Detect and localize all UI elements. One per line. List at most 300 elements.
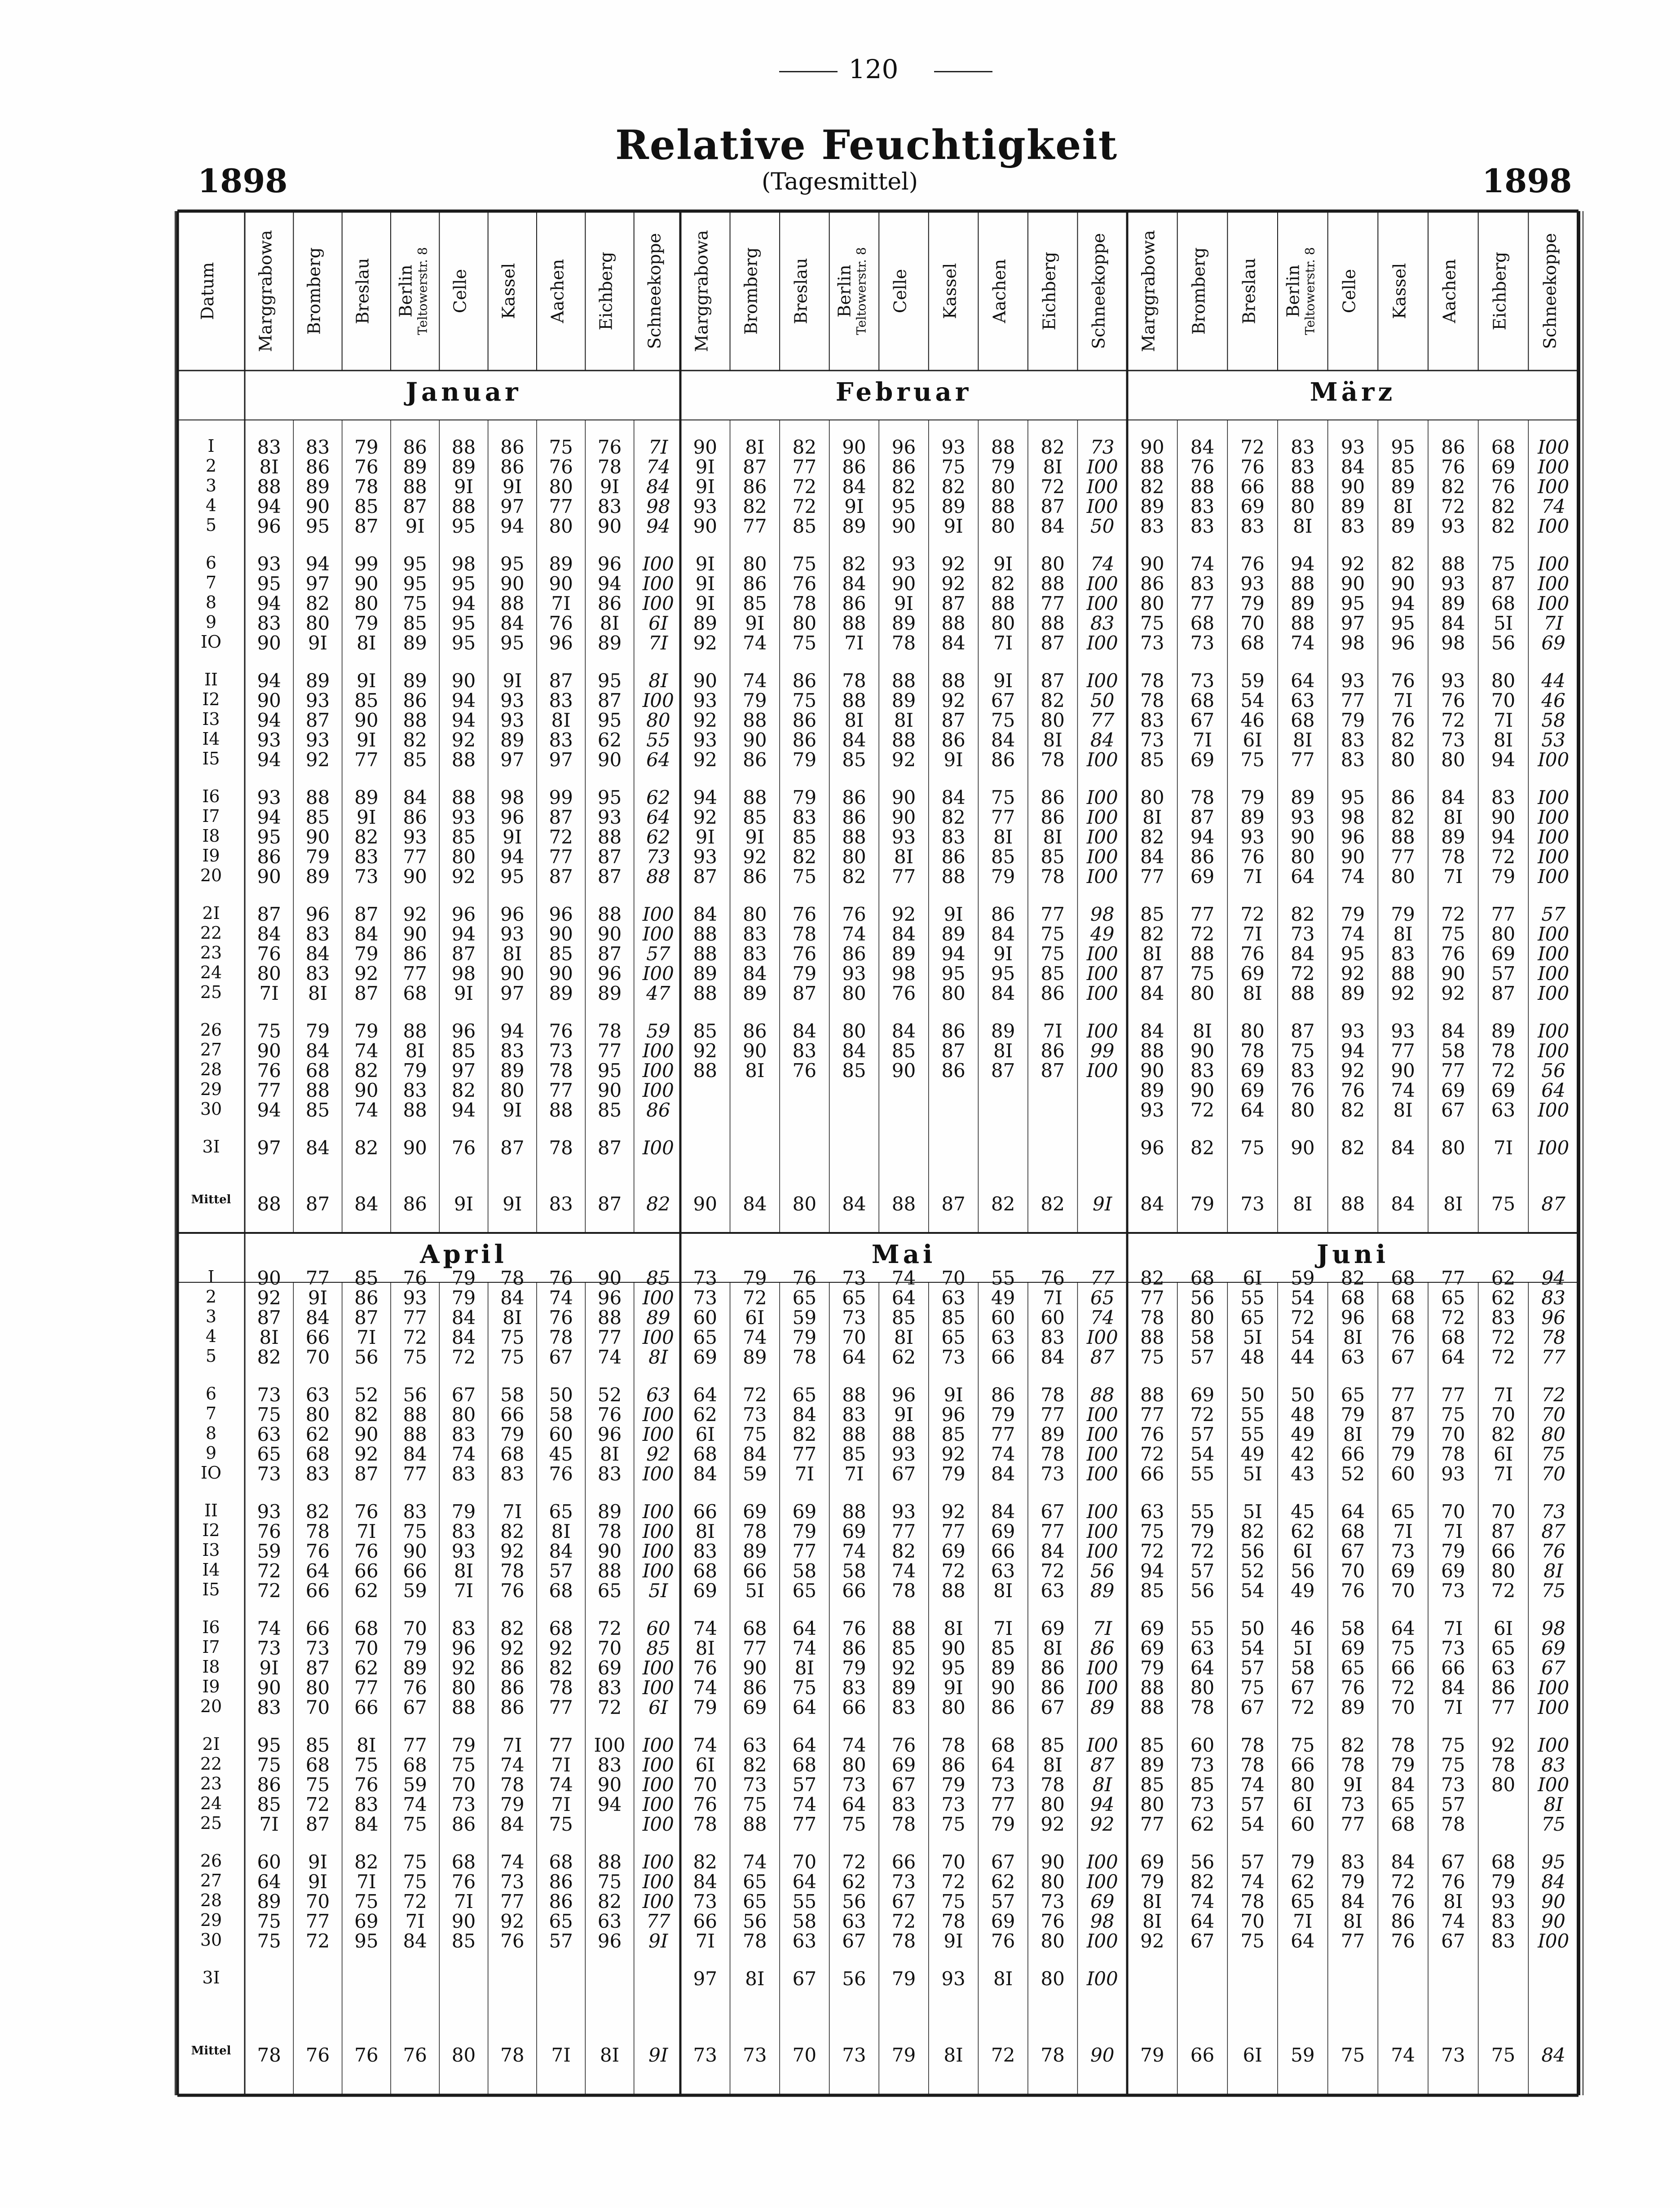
table-cell: 9I xyxy=(944,1384,963,1406)
table-cell: 84 xyxy=(1041,1346,1065,1368)
mittel-value: 75 xyxy=(1340,2044,1365,2066)
table-cell: 64 xyxy=(891,1287,916,1309)
table-cell: 66 xyxy=(500,1404,525,1426)
table-cell: 78 xyxy=(1041,1384,1065,1406)
table-cell: 69 xyxy=(1541,1637,1565,1659)
table-cell: 86 xyxy=(354,1287,379,1309)
table-cell: 79 xyxy=(792,749,817,771)
table-cell: 95 xyxy=(1340,786,1365,808)
table-cell: I00 xyxy=(594,1734,626,1756)
table-cell: 69 xyxy=(1090,1890,1115,1912)
table-cell: 80 xyxy=(1041,1793,1065,1815)
table-cell: 90 xyxy=(451,670,476,692)
table-cell: 74 xyxy=(1190,553,1215,575)
table-cell: 63 xyxy=(1041,1580,1065,1602)
table-cell: I00 xyxy=(1538,436,1570,458)
table-cell: 95 xyxy=(991,963,1015,985)
table-cell: 77 xyxy=(549,1734,573,1756)
table-cell: 93 xyxy=(941,436,966,458)
mittel-value: 78 xyxy=(257,2044,281,2066)
table-cell: 85 xyxy=(743,592,767,614)
table-cell: 82 xyxy=(1391,729,1415,751)
table-cell: 90 xyxy=(1441,963,1465,985)
day-label: 26 xyxy=(200,1851,222,1871)
table-cell: 7I xyxy=(1543,612,1563,634)
table-cell: 76 xyxy=(891,982,916,1004)
table-cell: 83 xyxy=(1090,612,1115,634)
table-cell: 43 xyxy=(1291,1463,1315,1485)
table-cell: 72 xyxy=(1441,495,1465,517)
table-cell: 82 xyxy=(1140,476,1164,498)
table-cell: 78 xyxy=(1041,1443,1065,1465)
table-cell: 78 xyxy=(941,1734,966,1756)
table-cell: 90 xyxy=(403,1540,427,1562)
table-cell: 8I xyxy=(551,709,571,731)
table-cell: 95 xyxy=(597,709,622,731)
table-cell: 80 xyxy=(1291,495,1315,517)
table-cell: 64 xyxy=(1190,1910,1215,1932)
table-cell: 88 xyxy=(941,1580,966,1602)
station-name: Breslau xyxy=(1239,257,1259,324)
table-cell: 90 xyxy=(403,1137,427,1159)
table-cell: 78 xyxy=(792,923,817,945)
table-cell: 86 xyxy=(842,1637,866,1659)
table-cell: 96 xyxy=(451,903,476,925)
table-cell: 79 xyxy=(354,1020,379,1042)
table-cell: 76 xyxy=(1391,1326,1415,1348)
table-cell: 75 xyxy=(354,1890,379,1912)
table-cell: 79 xyxy=(1190,1520,1215,1542)
table-cell: 8I xyxy=(1293,729,1313,751)
table-cell: 92 xyxy=(693,806,717,828)
station-name: Schneekoppe xyxy=(1089,233,1109,349)
table-cell: 93 xyxy=(891,1501,916,1523)
table-cell: 57 xyxy=(1240,1657,1265,1679)
table-cell: 84 xyxy=(305,1307,330,1329)
table-cell: 90 xyxy=(597,749,622,771)
table-cell: 75 xyxy=(1441,1754,1465,1776)
table-cell: 76 xyxy=(1441,943,1465,965)
table-cell: 8I xyxy=(600,1443,620,1465)
table-cell: 84 xyxy=(1391,1137,1415,1159)
table-cell: 86 xyxy=(1041,786,1065,808)
table-cell: 59 xyxy=(1291,1267,1315,1289)
table-cell: 92 xyxy=(1491,1734,1516,1756)
table-cell: 75 xyxy=(403,1851,427,1873)
month-name: Januar xyxy=(406,377,522,407)
table-cell: 66 xyxy=(693,1501,717,1523)
table-cell: 93 xyxy=(451,806,476,828)
table-cell: 68 xyxy=(792,1754,817,1776)
table-cell: 76 xyxy=(1340,1079,1365,1101)
table-cell: I00 xyxy=(642,1520,674,1542)
table-cell: 70 xyxy=(403,1617,427,1639)
table-cell: 86 xyxy=(1391,1910,1415,1932)
table-cell: 89 xyxy=(500,1060,525,1082)
table-cell: 72 xyxy=(1491,1326,1516,1348)
table-cell: 9I xyxy=(993,553,1013,575)
table-cell: 56 xyxy=(743,1910,767,1932)
table-cell: 7I xyxy=(357,1871,376,1893)
table-cell: 70 xyxy=(1240,1910,1265,1932)
table-cell: 93 xyxy=(1340,670,1365,692)
table-cell: 76 xyxy=(451,1871,476,1893)
table-cell: 77 xyxy=(991,1793,1015,1815)
table-cell: 78 xyxy=(500,1774,525,1796)
table-cell: 89 xyxy=(941,923,966,945)
table-cell: 55 xyxy=(1190,1501,1215,1523)
table-cell: 96 xyxy=(549,632,573,654)
table-cell: I00 xyxy=(1538,592,1570,614)
table-cell: I00 xyxy=(1538,456,1570,478)
table-cell: 87 xyxy=(500,1137,525,1159)
table-cell: 75 xyxy=(305,1774,330,1796)
table-cell: 89 xyxy=(403,1657,427,1679)
day-label: I2 xyxy=(202,1520,220,1540)
table-cell: 9I xyxy=(695,573,715,595)
table-cell: 78 xyxy=(1140,689,1164,711)
station-header xyxy=(256,216,282,366)
table-cell: 84 xyxy=(991,923,1015,945)
table-cell: 87 xyxy=(597,689,622,711)
table-cell: 92 xyxy=(941,689,966,711)
table-cell: 69 xyxy=(743,1501,767,1523)
table-cell: I00 xyxy=(1538,1734,1570,1756)
table-cell: 84 xyxy=(991,1501,1015,1523)
table-cell: 7I xyxy=(695,1930,715,1952)
table-cell: 80 xyxy=(1291,1774,1315,1796)
table-cell: 83 xyxy=(1491,1930,1516,1952)
table-cell: 77 xyxy=(549,495,573,517)
table-cell: 42 xyxy=(1291,1443,1315,1465)
table-cell: 84 xyxy=(1090,729,1115,751)
table-cell: 69 xyxy=(743,1696,767,1718)
table-cell: 76 xyxy=(549,1307,573,1329)
table-cell: 69 xyxy=(1391,1560,1415,1582)
table-cell: 84 xyxy=(842,573,866,595)
table-cell: 75 xyxy=(597,1871,622,1893)
table-cell: 57 xyxy=(1441,1793,1465,1815)
table-cell: 79 xyxy=(1140,1657,1164,1679)
table-cell: 75 xyxy=(451,1754,476,1776)
table-cell: 77 xyxy=(597,1040,622,1062)
table-cell: 74 xyxy=(354,1040,379,1062)
table-cell: 77 xyxy=(1340,1930,1365,1952)
table-cell: 88 xyxy=(1140,1677,1164,1699)
table-cell: 84 xyxy=(305,1137,330,1159)
table-cell: 85 xyxy=(597,1099,622,1121)
table-cell: 75 xyxy=(257,1020,281,1042)
table-cell: 96 xyxy=(500,903,525,925)
station-name: Bromberg xyxy=(304,247,324,335)
table-cell: 92 xyxy=(693,749,717,771)
table-cell: 98 xyxy=(1541,1617,1565,1639)
table-cell: 90 xyxy=(549,573,573,595)
table-cell: 83 xyxy=(941,826,966,848)
table-cell: 74 xyxy=(693,1677,717,1699)
table-cell: 83 xyxy=(257,1696,281,1718)
table-cell: 75 xyxy=(1240,749,1265,771)
station-header xyxy=(791,216,818,366)
station-header xyxy=(1340,216,1367,366)
table-cell: 85 xyxy=(991,1637,1015,1659)
table-cell: 84 xyxy=(403,786,427,808)
table-cell: I00 xyxy=(1086,592,1118,614)
table-cell: 7I xyxy=(1243,923,1262,945)
table-cell: 77 xyxy=(257,1079,281,1101)
table-cell: 73 xyxy=(646,846,670,868)
table-cell: 67 xyxy=(792,1968,817,1990)
table-cell: 9I xyxy=(648,1930,668,1952)
mittel-value: 88 xyxy=(891,1193,916,1215)
day-label: I8 xyxy=(202,1657,220,1677)
table-cell: 69 xyxy=(1190,1384,1215,1406)
table-cell: 89 xyxy=(1441,826,1465,848)
table-cell: 72 xyxy=(891,1910,916,1932)
table-cell: 83 xyxy=(743,923,767,945)
station-name: Berlin xyxy=(396,264,416,318)
table-cell: 57 xyxy=(991,1890,1015,1912)
table-cell: 8I xyxy=(1443,1890,1463,1912)
table-cell: 70 xyxy=(1240,612,1265,634)
table-cell: 7I xyxy=(454,1890,474,1912)
table-cell: 73 xyxy=(842,1307,866,1329)
table-cell: 96 xyxy=(941,1404,966,1426)
table-cell: 9I xyxy=(695,553,715,575)
table-cell: 93 xyxy=(842,963,866,985)
table-cell: 75 xyxy=(1140,612,1164,634)
month-name: April xyxy=(420,1240,507,1269)
table-cell: 72 xyxy=(1441,709,1465,731)
table-cell: 87 xyxy=(941,709,966,731)
table-cell: 8I xyxy=(259,1326,279,1348)
table-cell: 76 xyxy=(1041,1267,1065,1289)
month-name: Juni xyxy=(1316,1240,1389,1269)
table-cell: 83 xyxy=(1340,749,1365,771)
table-cell: 75 xyxy=(403,1520,427,1542)
table-cell: 76 xyxy=(842,1617,866,1639)
table-cell: 88 xyxy=(403,1423,427,1445)
table-cell: 96 xyxy=(451,1020,476,1042)
station-subname: Teltowerstr. 8 xyxy=(854,247,869,335)
table-cell: 85 xyxy=(1041,963,1065,985)
table-cell: 45 xyxy=(1291,1501,1315,1523)
table-cell: 9I xyxy=(993,670,1013,692)
table-cell: 76 xyxy=(792,903,817,925)
table-cell: 88 xyxy=(646,866,670,888)
table-cell: 82 xyxy=(941,806,966,828)
table-cell: 83 xyxy=(305,963,330,985)
table-cell: 7I xyxy=(1443,1696,1463,1718)
table-cell: 80 xyxy=(1041,709,1065,731)
day-label: I6 xyxy=(202,1617,220,1637)
table-cell: I00 xyxy=(1538,943,1570,965)
table-cell: 82 xyxy=(500,1617,525,1639)
table-cell: 89 xyxy=(1041,1423,1065,1445)
table-cell: I00 xyxy=(1086,1520,1118,1542)
table-cell: 95 xyxy=(1340,943,1365,965)
table-cell: 87 xyxy=(354,903,379,925)
table-cell: 92 xyxy=(1140,1930,1164,1952)
table-cell: 9I xyxy=(695,476,715,498)
table-cell: 69 xyxy=(991,1520,1015,1542)
mittel-value: 78 xyxy=(1041,2044,1065,2066)
table-cell: 93 xyxy=(1391,1020,1415,1042)
mittel-value: 72 xyxy=(991,2044,1015,2066)
table-cell: 77 xyxy=(1491,1696,1516,1718)
table-cell: 73 xyxy=(693,1267,717,1289)
table-cell: 82 xyxy=(305,592,330,614)
table-cell: 76 xyxy=(1441,689,1465,711)
table-cell: 49 xyxy=(1291,1423,1315,1445)
table-cell: 9I xyxy=(503,826,522,848)
table-cell: 89 xyxy=(743,1346,767,1368)
table-cell: 5I xyxy=(648,1580,668,1602)
table-cell: 85 xyxy=(354,495,379,517)
table-cell: 90 xyxy=(500,573,525,595)
table-cell: 9I xyxy=(503,1099,522,1121)
day-label: I9 xyxy=(202,1677,220,1696)
table-cell: 88 xyxy=(257,476,281,498)
table-cell: I00 xyxy=(1538,1020,1570,1042)
table-cell: 93 xyxy=(891,1443,916,1465)
table-cell: 53 xyxy=(1541,729,1565,751)
table-cell: 96 xyxy=(257,515,281,537)
table-cell: 93 xyxy=(891,826,916,848)
table-cell: 72 xyxy=(1240,903,1265,925)
table-cell: 67 xyxy=(403,1696,427,1718)
table-cell: 75 xyxy=(1190,963,1215,985)
table-cell: 66 xyxy=(1240,476,1265,498)
table-cell: 64 xyxy=(792,1871,817,1893)
table-cell: 88 xyxy=(842,1423,866,1445)
table-cell: 86 xyxy=(597,592,622,614)
table-cell: 84 xyxy=(842,1040,866,1062)
table-cell: 75 xyxy=(1041,923,1065,945)
table-cell: 74 xyxy=(842,923,866,945)
table-cell: 73 xyxy=(257,1384,281,1406)
table-cell: 8I xyxy=(1543,1793,1563,1815)
table-cell: 70 xyxy=(1491,1404,1516,1426)
table-cell: 82 xyxy=(1340,1267,1365,1289)
table-cell: 97 xyxy=(257,1137,281,1159)
table-cell: 49 xyxy=(1291,1580,1315,1602)
table-cell: 73 xyxy=(1441,1580,1465,1602)
station-name: Eichberg xyxy=(1039,252,1059,330)
mittel-value: 80 xyxy=(451,2044,476,2066)
table-cell: 90 xyxy=(549,923,573,945)
table-cell: 88 xyxy=(842,826,866,848)
table-cell: 80 xyxy=(1190,1677,1215,1699)
table-cell: 75 xyxy=(792,689,817,711)
table-cell: 74 xyxy=(646,456,670,478)
table-cell: 70 xyxy=(1491,689,1516,711)
table-cell: 9I xyxy=(259,1657,279,1679)
table-cell: 6I xyxy=(1493,1617,1513,1639)
table-cell: 78 xyxy=(549,1326,573,1348)
table-cell: 85 xyxy=(451,826,476,848)
table-cell: 76 xyxy=(1391,1930,1415,1952)
table-cell: 93 xyxy=(1240,826,1265,848)
table-cell: 77 xyxy=(1391,1384,1415,1406)
table-cell: 87 xyxy=(305,1813,330,1835)
mittel-value: 9I xyxy=(454,1193,474,1215)
table-cell: 90 xyxy=(403,923,427,945)
table-cell: I00 xyxy=(1538,1774,1570,1796)
table-cell: 63 xyxy=(743,1734,767,1756)
table-cell: 74 xyxy=(549,1287,573,1309)
table-cell: 56 xyxy=(1541,1060,1565,1082)
table-cell: 7I xyxy=(357,1520,376,1542)
table-cell: 78 xyxy=(1190,1696,1215,1718)
table-cell: 57 xyxy=(792,1774,817,1796)
table-cell: 82 xyxy=(891,1540,916,1562)
mittel-label: Mittel xyxy=(191,1193,231,1206)
mittel-value: 8I xyxy=(944,2044,963,2066)
table-cell: 79 xyxy=(941,1463,966,1485)
table-cell: 87 xyxy=(1491,1520,1516,1542)
table-cell: 63 xyxy=(991,1560,1015,1582)
day-label: 27 xyxy=(200,1040,222,1060)
table-cell: 93 xyxy=(500,923,525,945)
table-cell: I00 xyxy=(1086,670,1118,692)
station-header xyxy=(547,216,574,366)
table-cell: 44 xyxy=(1541,670,1565,692)
table-cell: 75 xyxy=(792,866,817,888)
table-cell: 8I xyxy=(1142,1890,1162,1912)
table-cell: 88 xyxy=(1140,1326,1164,1348)
table-cell: 88 xyxy=(403,1020,427,1042)
table-cell: 70 xyxy=(354,1637,379,1659)
mittel-value: 8I xyxy=(600,2044,620,2066)
table-cell: 69 xyxy=(1340,1637,1365,1659)
table-cell: 79 xyxy=(991,1813,1015,1835)
table-cell: 78 xyxy=(549,1060,573,1082)
station-header xyxy=(397,216,433,366)
table-cell: 86 xyxy=(1041,982,1065,1004)
table-cell: 88 xyxy=(842,1501,866,1523)
mittel-value: 9I xyxy=(1093,1193,1112,1215)
table-cell: 82 xyxy=(1190,1137,1215,1159)
table-cell: 88 xyxy=(549,1099,573,1121)
table-cell: 83 xyxy=(1541,1754,1565,1776)
table-cell: 59 xyxy=(743,1463,767,1485)
mittel-value: 76 xyxy=(403,2044,427,2066)
table-cell: 82 xyxy=(693,1851,717,1873)
table-cell: 78 xyxy=(891,632,916,654)
table-cell: 78 xyxy=(941,1910,966,1932)
table-cell: 94 xyxy=(451,709,476,731)
table-cell: 88 xyxy=(991,495,1015,517)
table-cell: 88 xyxy=(743,709,767,731)
table-cell: 82 xyxy=(792,846,817,868)
table-cell: 7I xyxy=(1192,729,1213,751)
table-cell: 69 xyxy=(693,1580,717,1602)
table-cell: 83 xyxy=(549,689,573,711)
table-cell: 69 xyxy=(1240,1060,1265,1082)
mittel-value: 83 xyxy=(549,1193,573,1215)
table-cell: 68 xyxy=(693,1560,717,1582)
table-cell: 8I xyxy=(894,1326,914,1348)
table-cell: 68 xyxy=(1240,632,1265,654)
table-cell: 54 xyxy=(1240,1580,1265,1602)
table-cell: 82 xyxy=(743,495,767,517)
table-cell: 66 xyxy=(1391,1657,1415,1679)
table-cell: 89 xyxy=(1291,592,1315,614)
table-cell: 54 xyxy=(1240,689,1265,711)
table-cell: 83 xyxy=(842,1677,866,1699)
table-cell: 68 xyxy=(1190,612,1215,634)
